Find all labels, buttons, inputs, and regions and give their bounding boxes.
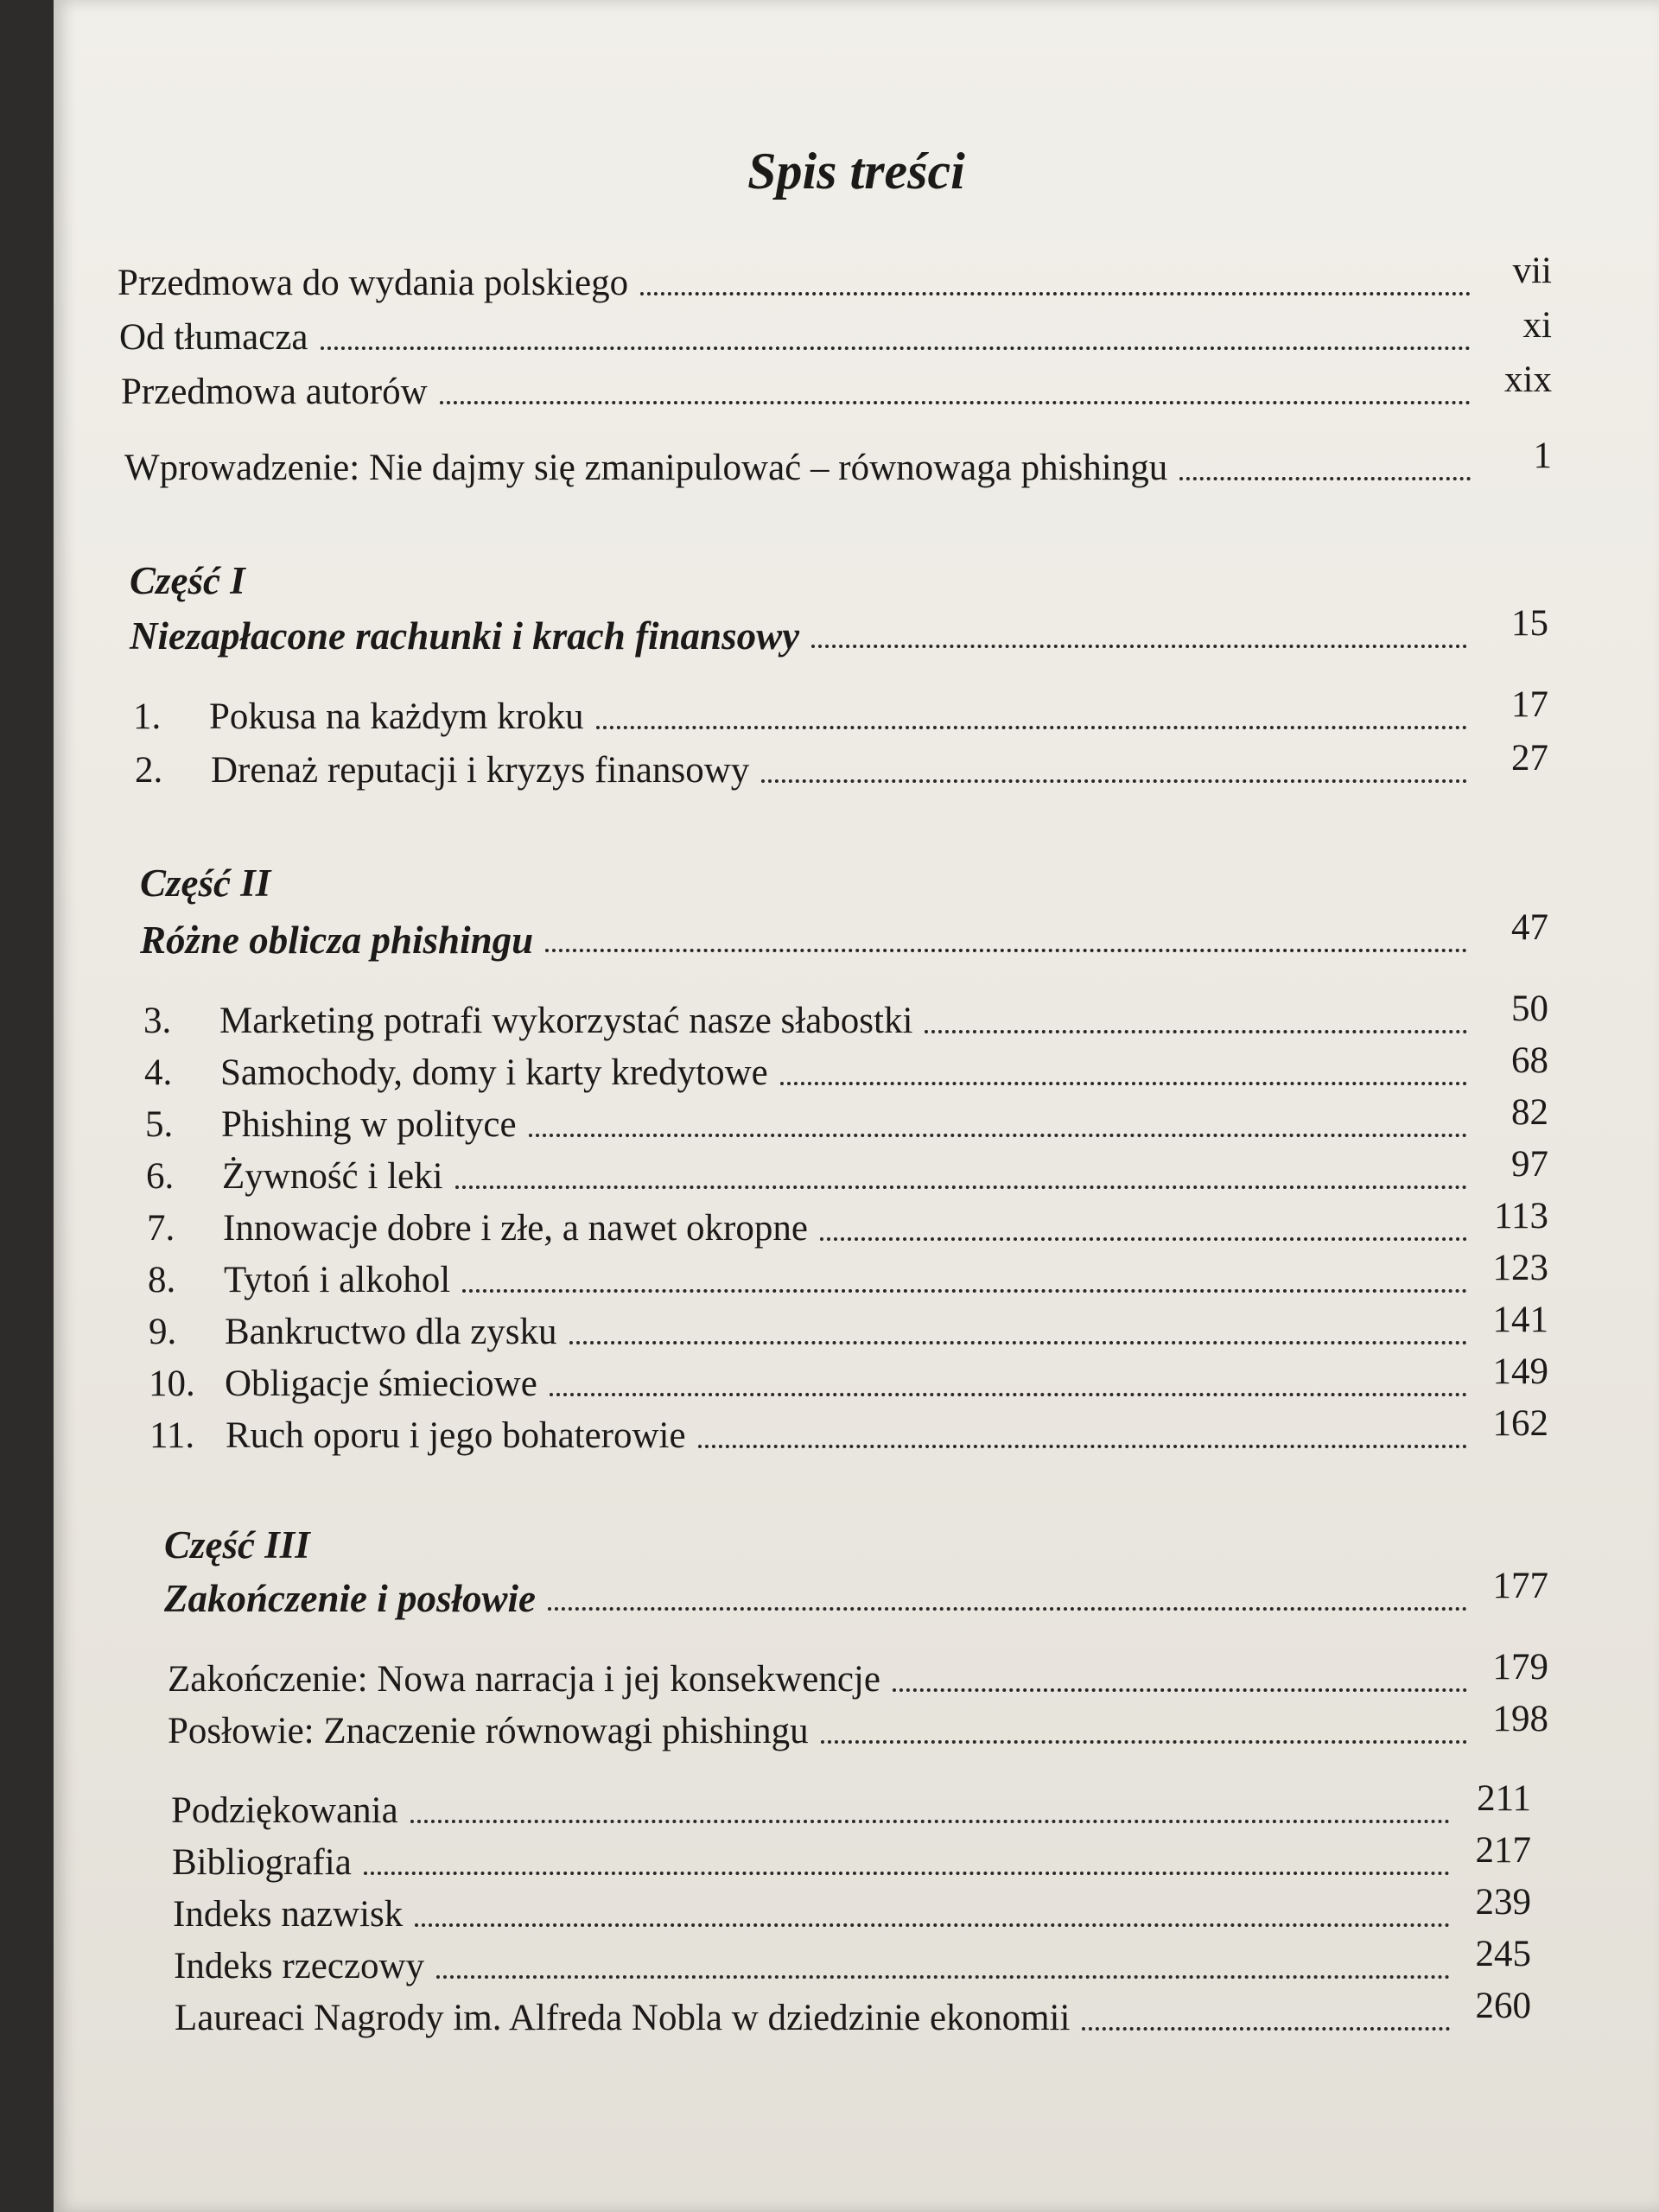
chapter-title: Marketing potrafi wykorzystać nasze słabostki (219, 1001, 913, 1041)
chapter-title: Obligacje śmieciowe (225, 1363, 537, 1404)
toc-entry-label: Laureaci Nagrody im. Alfreda Nobla w dziedzinie ekonomii (175, 1998, 1071, 2038)
toc-entry-page: 27 (1511, 738, 1548, 779)
chapter-title: Phishing w polityce (221, 1104, 517, 1145)
chapter-title: Ruch oporu i jego bohaterowie (226, 1415, 686, 1456)
toc-entry-label: Od tłumacza (119, 317, 308, 358)
chapter-title: Zakończenie: Nowa narracja i jej konsekwencje (168, 1659, 880, 1700)
part-title: Różne oblicza phishingu (140, 918, 534, 962)
part-heading: Część III (164, 1523, 310, 1567)
toc-entry (118, 251, 1552, 308)
dot-leader (415, 1923, 1450, 1927)
chapter-number: 10. (149, 1363, 195, 1404)
toc-entry-page: 50 (1511, 988, 1548, 1029)
dot-leader (569, 1341, 1467, 1344)
part-title-entry (140, 907, 1548, 964)
toc-entry-page: 177 (1492, 1566, 1548, 1606)
part-heading: Część II (140, 861, 271, 905)
chapter-title: Innowacje dobre i złe, a nawet okropne (223, 1208, 808, 1249)
dot-leader (811, 645, 1467, 648)
chapter-title: Żywność i leki (222, 1156, 443, 1197)
part-heading: Część I (130, 559, 245, 602)
chapter-entry (149, 1351, 1548, 1408)
toc-entry (173, 1882, 1531, 1939)
toc-entry-label: Przedmowa do wydania polskiego (118, 263, 629, 303)
dot-leader (893, 1688, 1467, 1692)
toc-entry-page: 239 (1475, 1882, 1531, 1923)
part-title: Zakończenie i posłowie (164, 1577, 536, 1620)
toc-entry-page: xix (1504, 359, 1552, 400)
toc-entry-page: 260 (1475, 1986, 1531, 2026)
toc-entry-page: 47 (1511, 907, 1548, 948)
toc-entry-label: Bibliografia (172, 1842, 352, 1883)
toc-entry-page: 245 (1475, 1934, 1531, 1974)
toc-entry-label: Wprowadzenie: Nie dajmy się zmanipulować – równowaga phishingu (124, 448, 1168, 488)
chapter-entry (168, 1647, 1548, 1704)
chapter-number: 11. (149, 1415, 195, 1456)
chapter-title: Drenaż reputacji i kryzys finansowy (211, 750, 750, 791)
toc-entry-label: Indeks nazwisk (173, 1894, 404, 1935)
toc-entry-page: 82 (1511, 1092, 1548, 1133)
toc-entry-label: Przedmowa autorów (121, 372, 428, 412)
chapter-entry (168, 1699, 1548, 1756)
chapter-number: 5. (145, 1104, 174, 1145)
dot-leader (550, 1393, 1467, 1396)
dot-leader (820, 1237, 1467, 1241)
toc-entry-page: 217 (1475, 1830, 1531, 1871)
dot-leader (780, 1082, 1467, 1085)
chapter-number: 1. (133, 696, 162, 737)
toc-entry-page: 68 (1511, 1040, 1548, 1081)
toc-entry-label: Podziękowania (171, 1790, 398, 1831)
toc-entry-page: xi (1522, 305, 1552, 346)
toc-entry-page: 141 (1492, 1300, 1548, 1340)
dot-leader (364, 1872, 1450, 1875)
dot-leader (440, 401, 1471, 404)
dot-leader (1179, 477, 1471, 480)
chapter-number: 9. (149, 1312, 177, 1352)
dot-leader (545, 949, 1467, 952)
dot-leader (436, 1975, 1450, 1979)
dot-leader (410, 1820, 1450, 1823)
chapter-entry (146, 1144, 1548, 1201)
chapter-number: 8. (148, 1260, 176, 1300)
chapter-entry (149, 1403, 1548, 1460)
dot-leader (925, 1030, 1467, 1033)
toc-entry (121, 359, 1552, 416)
dot-leader (462, 1289, 1467, 1293)
dot-leader (548, 1607, 1467, 1611)
chapter-number: 4. (144, 1052, 173, 1093)
dot-leader (640, 292, 1471, 296)
chapter-entry (133, 684, 1548, 741)
chapter-entry (144, 1040, 1548, 1097)
dot-leader (455, 1185, 1467, 1189)
dot-leader (529, 1134, 1467, 1137)
toc-entry-label: Indeks rzeczowy (174, 1946, 425, 1986)
toc-entry-page: 179 (1492, 1647, 1548, 1688)
dot-leader (761, 779, 1467, 783)
dot-leader (821, 1740, 1467, 1744)
part-title-entry (130, 603, 1548, 660)
part-title: Niezapłacone rachunki i krach finansowy (130, 614, 800, 658)
dot-leader (321, 346, 1471, 350)
dot-leader (1082, 2027, 1450, 2031)
chapter-entry (147, 1196, 1548, 1253)
toc-entry (175, 1986, 1531, 2043)
page-title: Spis treści (747, 143, 965, 200)
toc-entry-page: 15 (1511, 603, 1548, 644)
chapter-title: Tytoń i alkohol (224, 1260, 451, 1300)
chapter-title: Pokusa na każdym kroku (209, 696, 584, 737)
chapter-title: Samochody, domy i karty kredytowe (220, 1052, 768, 1093)
toc-entry-page: 1 (1533, 435, 1552, 476)
chapter-entry (143, 988, 1548, 1046)
chapter-title: Posłowie: Znaczenie równowagi phishingu (168, 1711, 809, 1751)
toc-entry-page: 97 (1511, 1144, 1548, 1185)
toc-entry-page: 198 (1492, 1699, 1548, 1739)
toc-entry (119, 305, 1552, 362)
dot-leader (596, 726, 1467, 729)
chapter-number: 7. (147, 1208, 175, 1249)
chapter-entry (135, 738, 1548, 795)
book-page (54, 0, 1659, 2212)
part-title-entry (164, 1566, 1548, 1623)
toc-entry-page: 123 (1492, 1248, 1548, 1288)
chapter-number: 3. (143, 1001, 172, 1041)
chapter-entry (149, 1300, 1548, 1357)
toc-entry (171, 1778, 1531, 1835)
toc-entry-page: 211 (1477, 1778, 1531, 1819)
chapter-title: Bankructwo dla zysku (225, 1312, 557, 1352)
toc-entry-page: 113 (1494, 1196, 1548, 1236)
toc-entry-page: vii (1512, 251, 1552, 291)
toc-entry-page: 162 (1492, 1403, 1548, 1444)
chapter-entry (148, 1248, 1548, 1305)
toc-entry (124, 435, 1552, 493)
toc-entry (174, 1934, 1531, 1991)
chapter-number: 2. (135, 750, 163, 791)
chapter-entry (145, 1092, 1548, 1149)
dot-leader (698, 1445, 1467, 1448)
toc-entry-page: 149 (1492, 1351, 1548, 1392)
toc-entry-page: 17 (1511, 684, 1548, 725)
chapter-number: 6. (146, 1156, 175, 1197)
toc-entry (172, 1830, 1531, 1887)
